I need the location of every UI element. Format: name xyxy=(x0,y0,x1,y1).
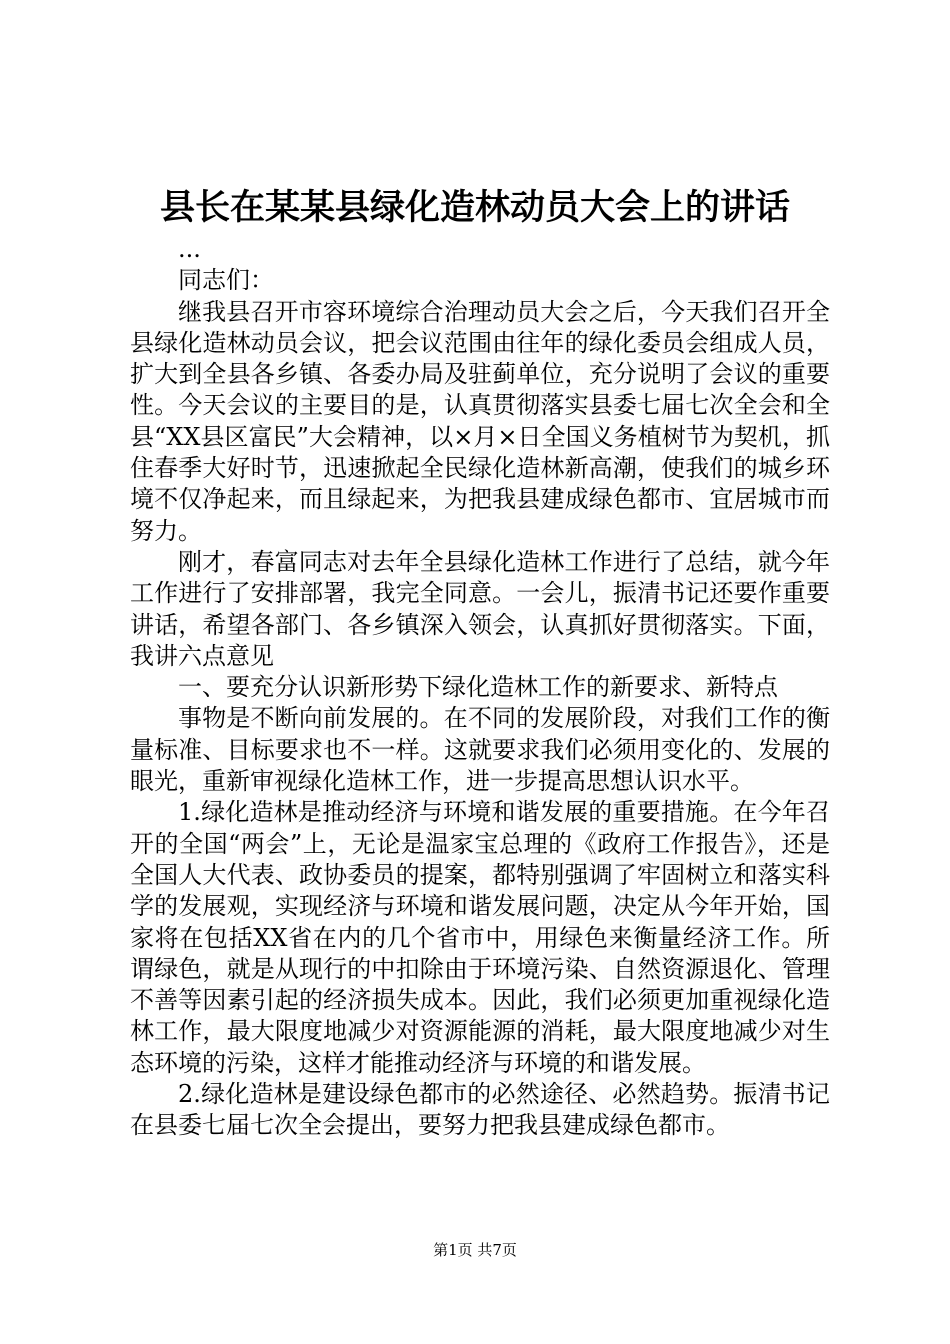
page-footer: 第1页 共7页 xyxy=(433,1241,517,1259)
paragraph-5: 2.绿化造林是建设绿色都市的必然途径、必然趋势。振清书记在县委七届七次全会提出，要努力把我县建成绿色都市。 xyxy=(130,1080,830,1140)
paragraph-2: 刚才，春富同志对去年全县绿化造林工作进行了总结，就今年工作进行了安排部署，我完全同意。一会儿，振清书记还要作重要讲话，希望各部门、各乡镇深入领会，认真抓好贯彻落实。下面，我讲六点意见 xyxy=(130,547,830,670)
paragraph-3: 事物是不断向前发展的。在不同的发展阶段，对我们工作的衡量标准、目标要求也不一样。这就要求我们必须用变化的、发展的眼光，重新审视绿化造林工作，进一步提高思想认识水平。 xyxy=(130,704,830,796)
document-body xyxy=(130,234,830,1142)
ellipsis-line: ... xyxy=(178,235,201,263)
section-heading-1: 一、要充分认识新形势下绿化造林工作的新要求、新特点 xyxy=(178,673,778,702)
document-title: 县长在某某县绿化造林动员大会上的讲话 xyxy=(159,187,790,228)
paragraph-1: 继我县召开市容环境综合治理动员大会之后，今天我们召开全县绿化造林动员会议，把会议范围由往年的绿化委员会组成人员，扩大到全县各乡镇、各委办局及驻蓟单位，充分说明了会议的重要性。今天会议的主要目的是，认真贯彻落实县委七届七次全会和全县“XX县区富民”大会精神，以×月×日全国义务植树节为契机，抓住春季大好时节，迅速掀起全民绿化造林新高潮，使我们的城乡环境不仅净起来，而且绿起来，为把我县建成绿色都市、宜居城市而努力。 xyxy=(130,297,830,545)
paragraph-4: 1.绿化造林是推动经济与环境和谐发展的重要措施。在今年召开的全国“两会”上，无论是温家宝总理的《政府工作报告》，还是全国人大代表、政协委员的提案，都特别强调了牢固树立和落实科学的发展观，实现经济与环境和谐发展问题，决定从今年开始，国家将在包括XX省在内的几个省市中，用绿色来衡量经济工作。所谓绿色，就是从现行的中扣除由于环境污染、自然资源退化、管理不善等因素引起的经济损失成本。因此，我们必须更加重视绿化造林工作，最大限度地减少对资源能源的消耗，最大限度地减少对生态环境的污染，这样才能推动经济与环境的和谐发展。 xyxy=(130,798,830,1077)
salutation: 同志们： xyxy=(178,266,274,295)
